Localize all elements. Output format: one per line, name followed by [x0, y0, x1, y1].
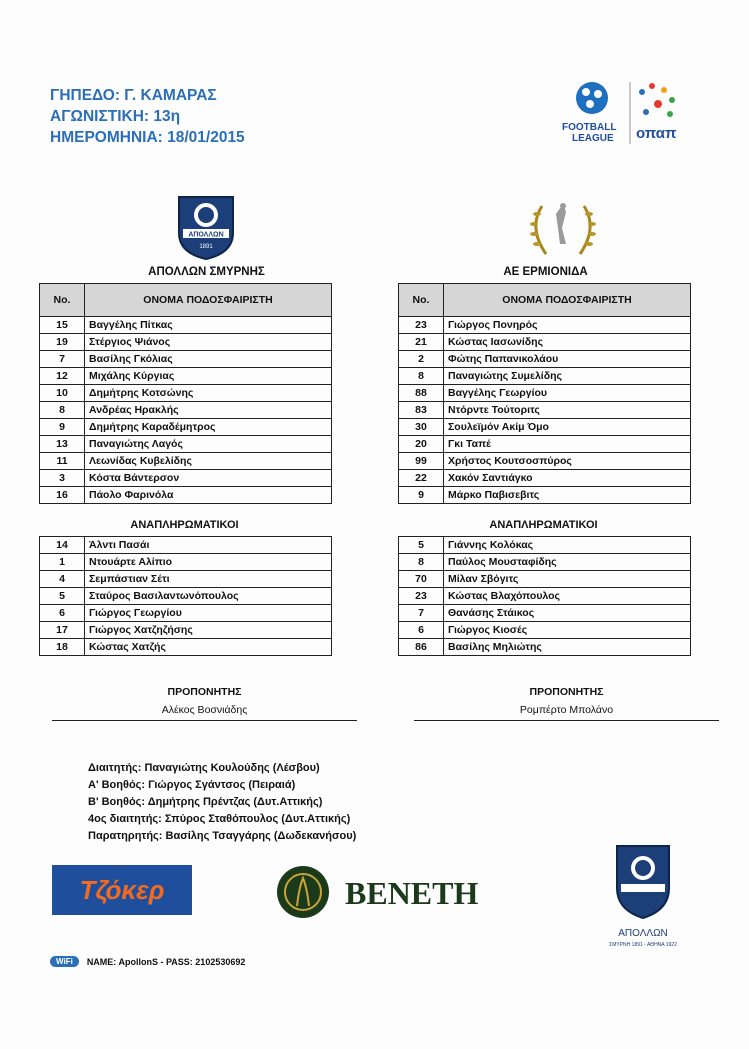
player-name: Γιάννης Κολόκας	[444, 537, 691, 554]
player-number: 23	[399, 317, 444, 334]
home-subs-title: ΑΝΑΠΛΗΡΩΜΑΤΙΚΟΙ	[130, 519, 239, 531]
player-name: Λεωνίδας Κυβελίδης	[85, 453, 332, 470]
wifi-icon: WiFi	[50, 956, 79, 967]
col-name-header: ΟΝΟΜΑ ΠΟΔΟΣΦΑΙΡΙΣΤΗ	[444, 284, 691, 317]
opap-wordmark: οπαπ	[636, 125, 677, 142]
player-name: Φώτης Παπανικολάου	[444, 351, 691, 368]
player-number: 15	[40, 317, 85, 334]
player-name: Μάρκο Παβισεβιτς	[444, 487, 691, 504]
player-number: 2	[399, 351, 444, 368]
wifi-credentials: NAME: ApollonS - PASS: 2102530692	[86, 956, 246, 967]
ermionida-emblem-icon	[522, 198, 604, 260]
player-row	[40, 334, 332, 351]
wifi-info	[50, 956, 245, 967]
col-name-header: ΟΝΟΜΑ ΠΟΔΟΣΦΑΙΡΙΣΤΗ	[85, 284, 332, 317]
player-number: 17	[40, 622, 85, 639]
player-number: 30	[399, 419, 444, 436]
player-number: 20	[399, 436, 444, 453]
player-name: Μιχάλης Κύργιας	[85, 368, 332, 385]
player-number: 13	[40, 436, 85, 453]
col-no-header: No.	[40, 284, 85, 317]
player-number: 14	[40, 537, 85, 554]
apollon-badge-icon	[175, 193, 237, 261]
player-row	[40, 453, 332, 470]
player-name: Ντουάρτε Αλίπιο	[85, 554, 332, 571]
player-name: Κώστας Βλαχόπουλος	[444, 588, 691, 605]
player-number: 1	[40, 554, 85, 571]
player-name: Γιώργος Χατζηζήσης	[85, 622, 332, 639]
player-name: Μίλαν Σβόγιτς	[444, 571, 691, 588]
player-name: Βαγγέλης Πίτκας	[85, 317, 332, 334]
beneth-logo	[275, 860, 515, 920]
badge-text: ΑΠΟΛΛΩΝ	[188, 231, 224, 239]
player-row	[399, 588, 691, 605]
assistant-2: Β' Βοηθός: Δημήτρης Πρέντζας (Δυτ.Αττικής)	[88, 796, 323, 808]
beneth-wordmark: BENETH	[345, 875, 479, 911]
football-league-logo	[560, 78, 690, 148]
player-name: Κώστας Χατζής	[85, 639, 332, 656]
player-row	[40, 470, 332, 487]
player-row	[40, 385, 332, 402]
tzoker-wordmark: Τζόκερ	[79, 875, 165, 905]
player-name: Χακόν Σαντιάγκο	[444, 470, 691, 487]
player-row	[399, 436, 691, 453]
player-name: Σεμπάστιαν Σέτι	[85, 571, 332, 588]
player-number: 18	[40, 639, 85, 656]
player-row	[40, 537, 332, 554]
player-number: 99	[399, 453, 444, 470]
player-name: Βασίλης Μηλιώτης	[444, 639, 691, 656]
player-number: 5	[399, 537, 444, 554]
home-team-name: ΑΠΟΛΛΩΝ ΣΜΥΡΝΗΣ	[148, 266, 265, 278]
player-number: 8	[399, 368, 444, 385]
apollon-name: ΑΠΟΛΛΩΝ	[618, 928, 668, 939]
home-coach-label: ΠΡΟΠΟΝΗΤΗΣ	[167, 686, 242, 698]
player-name: Στέργιος Ψιάνος	[85, 334, 332, 351]
player-name: Ντόρντε Τούτοριτς	[444, 402, 691, 419]
player-number: 19	[40, 334, 85, 351]
player-name: Παύλος Μουσταφίδης	[444, 554, 691, 571]
player-number: 86	[399, 639, 444, 656]
player-row	[399, 402, 691, 419]
player-row	[399, 554, 691, 571]
player-row	[40, 351, 332, 368]
player-number: 6	[399, 622, 444, 639]
player-row	[40, 436, 332, 453]
player-number: 4	[40, 571, 85, 588]
home-coach-block	[52, 686, 357, 716]
player-name: Σουλεϊμόν Ακίμ Όμο	[444, 419, 691, 436]
player-number: 16	[40, 487, 85, 504]
date-label: ΗΜΕΡΟΜΗΝΙΑ: 18/01/2015	[50, 129, 245, 146]
player-number: 12	[40, 368, 85, 385]
player-row	[40, 317, 332, 334]
league-line1: FOOTBALL	[562, 122, 617, 133]
league-line2: LEAGUE	[572, 133, 614, 144]
away-starters-table	[398, 283, 691, 504]
player-row	[399, 334, 691, 351]
fourth-official: 4ος διαιτητής: Σπύρος Σταθόπουλος (Δυτ.Αττικής)	[88, 813, 351, 825]
player-row	[399, 351, 691, 368]
player-number: 22	[399, 470, 444, 487]
player-row	[399, 470, 691, 487]
player-number: 9	[399, 487, 444, 504]
player-row	[40, 588, 332, 605]
officials-list	[88, 760, 356, 845]
away-coach-label: ΠΡΟΠΟΝΗΤΗΣ	[529, 686, 604, 698]
player-name: Γκι Ταπέ	[444, 436, 691, 453]
player-row	[399, 385, 691, 402]
away-coach-block	[414, 686, 719, 716]
away-coach-name: Ρομπέρτο Μπολάνο	[519, 704, 614, 716]
player-name: Άλντι Πασάι	[85, 537, 332, 554]
player-name: Θανάσης Στάικος	[444, 605, 691, 622]
player-row	[40, 571, 332, 588]
player-row	[40, 487, 332, 504]
home-subs-table	[39, 536, 332, 656]
player-number: 10	[40, 385, 85, 402]
player-row	[40, 622, 332, 639]
player-name: Δημήτρης Κοτσώνης	[85, 385, 332, 402]
player-number: 3	[40, 470, 85, 487]
away-coach-signature-line	[414, 720, 719, 721]
player-row	[399, 622, 691, 639]
player-row	[40, 368, 332, 385]
player-row	[399, 639, 691, 656]
player-name: Παναγιώτης Λαγός	[85, 436, 332, 453]
player-name: Γιώργος Πονηρός	[444, 317, 691, 334]
player-number: 8	[40, 402, 85, 419]
player-number: 88	[399, 385, 444, 402]
player-row	[399, 419, 691, 436]
referee: Διαιτητής: Παναγιώτης Κουλούδης (Λέσβου)	[88, 762, 320, 774]
away-subs-table	[398, 536, 691, 656]
player-number: 6	[40, 605, 85, 622]
badge-year: 1891	[199, 244, 213, 250]
home-coach-name: Αλέκος Βοσνιάδης	[161, 704, 248, 716]
player-number: 83	[399, 402, 444, 419]
player-name: Πάολο Φαρινόλα	[85, 487, 332, 504]
home-starters-table	[39, 283, 332, 504]
player-number: 9	[40, 419, 85, 436]
assistant-1: Α' Βοηθός: Γιώργος Σγάντσος (Πειραιά)	[88, 779, 296, 791]
player-name: Γιώργος Γεωργίου	[85, 605, 332, 622]
player-name: Χρήστος Κουτσοσπύρος	[444, 453, 691, 470]
player-row	[399, 453, 691, 470]
player-name: Σταύρος Βασιλαντωνόπουλος	[85, 588, 332, 605]
player-name: Κώστας Ιασωνίδης	[444, 334, 691, 351]
player-number: 70	[399, 571, 444, 588]
player-row	[40, 639, 332, 656]
player-number: 21	[399, 334, 444, 351]
player-row	[399, 487, 691, 504]
player-number: 5	[40, 588, 85, 605]
round-label: ΑΓΩΝΙΣΤΙΚΗ: 13η	[50, 108, 181, 125]
player-name: Βαγγέλης Γεωργίου	[444, 385, 691, 402]
player-number: 7	[399, 605, 444, 622]
apollon-club-logo	[603, 842, 683, 950]
player-name: Παναγιώτης Συμελίδης	[444, 368, 691, 385]
away-subs-title: ΑΝΑΠΛΗΡΩΜΑΤΙΚΟΙ	[489, 519, 598, 531]
match-header	[50, 86, 245, 149]
player-name: Βασίλης Γκόλιας	[85, 351, 332, 368]
player-row	[399, 537, 691, 554]
home-coach-signature-line	[52, 720, 357, 721]
player-name: Ανδρέας Ηρακλής	[85, 402, 332, 419]
away-team-name: ΑΕ ΕΡΜΙΟΝΙΔΑ	[503, 266, 588, 278]
observer: Παρατηρητής: Βασίλης Τσαγγάρης (Δωδεκανήσου)	[88, 830, 357, 842]
player-row	[40, 554, 332, 571]
apollon-sub: ΣΜΥΡΝΗ 1891 - ΑΘΗΝΑ 1922	[609, 942, 677, 948]
player-number: 7	[40, 351, 85, 368]
player-number: 11	[40, 453, 85, 470]
player-number: 8	[399, 554, 444, 571]
player-name: Δημήτρης Καραδέμητρος	[85, 419, 332, 436]
player-row	[399, 317, 691, 334]
player-number: 23	[399, 588, 444, 605]
venue-label: ΓΗΠΕΔΟ: Γ. ΚΑΜΑΡΑΣ	[50, 87, 217, 104]
player-name: Γιώργος Κιοσές	[444, 622, 691, 639]
player-row	[40, 402, 332, 419]
player-name: Κόστα Βάντερσον	[85, 470, 332, 487]
tzoker-logo	[52, 865, 192, 915]
player-row	[40, 605, 332, 622]
col-no-header: No.	[399, 284, 444, 317]
player-row	[399, 605, 691, 622]
player-row	[399, 368, 691, 385]
player-row	[40, 419, 332, 436]
player-row	[399, 571, 691, 588]
